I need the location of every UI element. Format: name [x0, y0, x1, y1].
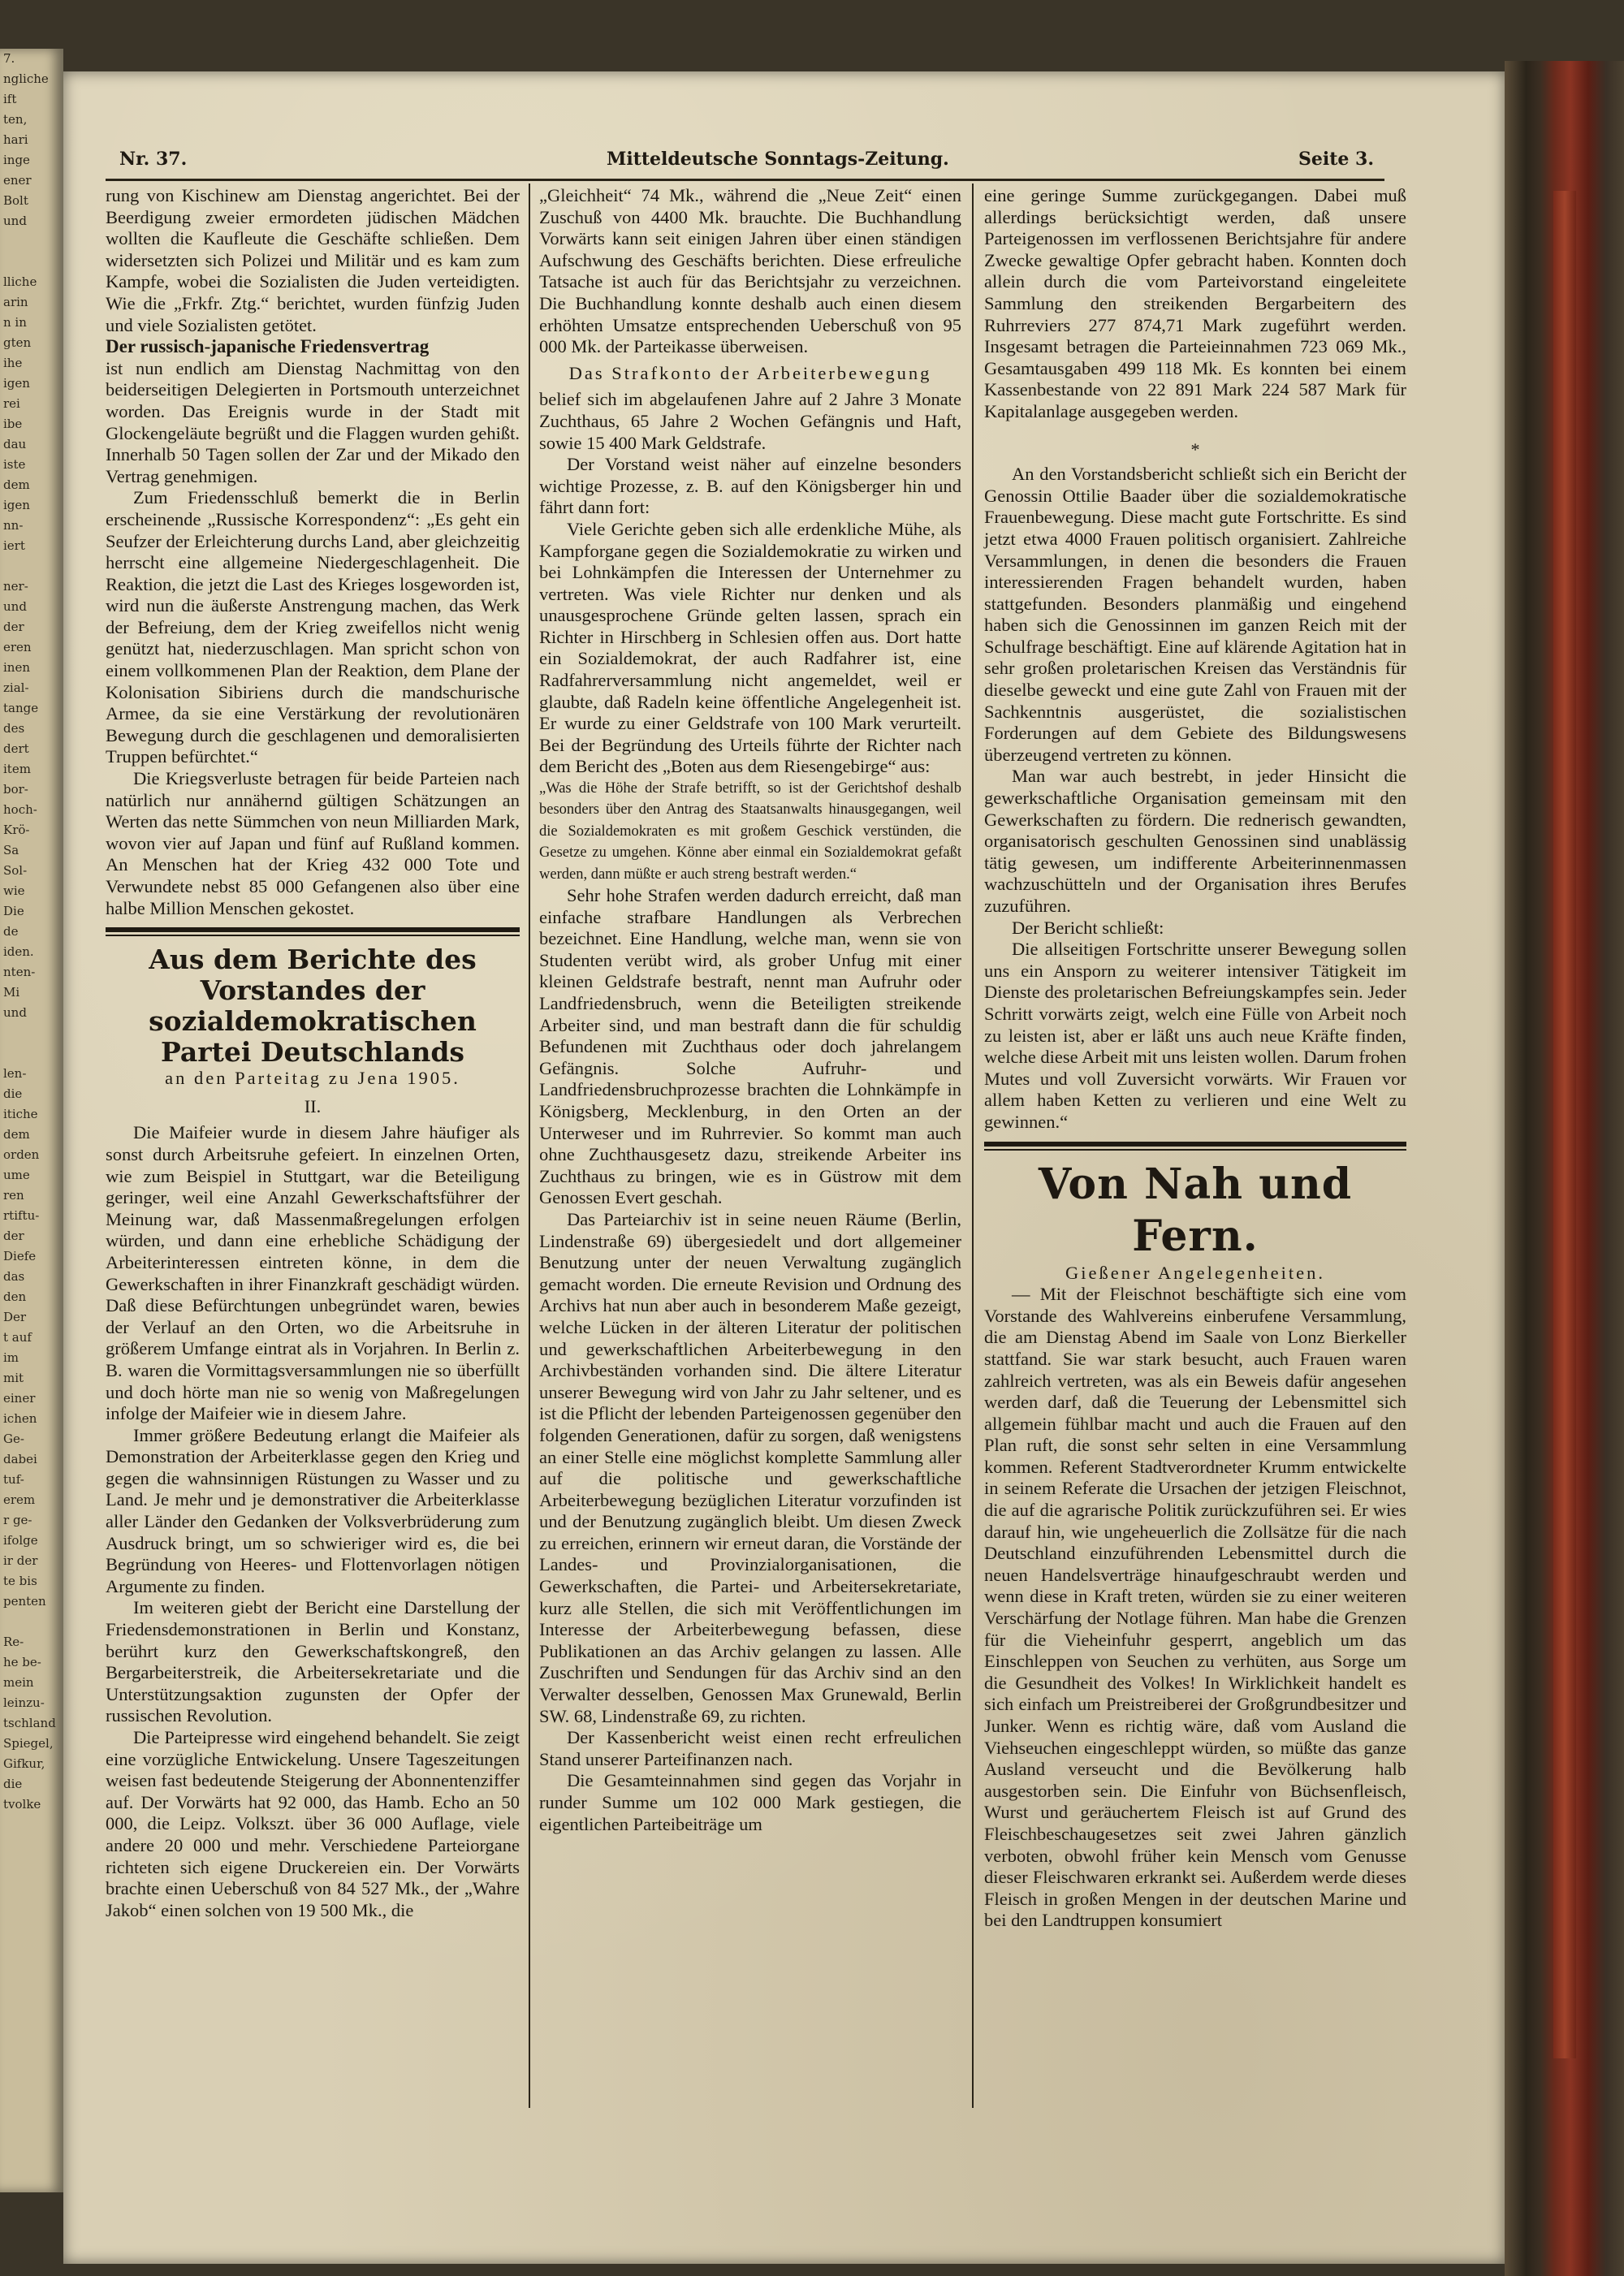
margin-fragment: ume [3, 1168, 30, 1182]
margin-fragment: he be- [3, 1655, 41, 1669]
margin-fragment [0, 556, 63, 577]
margin-fragment: te bis [3, 1574, 37, 1588]
margin-fragment: dem [3, 477, 30, 492]
margin-fragment: hari [3, 132, 28, 147]
separator-star: * [1190, 438, 1200, 460]
margin-fragment [0, 1612, 63, 1632]
margin-fragment: ift [3, 92, 17, 106]
article-text: Der Vorstand weist näher auf einzelne besonders wichtige Prozesse, z. B. auf den Königsberger hin und fährt dann fort: [539, 454, 961, 518]
margin-fragment: tuf- [3, 1472, 24, 1487]
margin-fragment: mein [3, 1675, 34, 1690]
article-text: Sehr hohe Strafen werden dadurch erreicht, daß man einfache strafbare Handlungen als Verbrechen bezeichnet. Eine Handlung, welche man, wenn sie von Studenten verübt wird, als grober Unfug mit einer kleinen Geldstrafe bestraft, nennt man Aufruhr oder Landfriedensbruch, wenn die Beteiligten streikende Arbeiter sind, und man bestraft dann die für schuldig Befundenen mit Zuchthaus oder doch jahrelangem Gefängnis. Solche Aufruhr- und Landfriedensbruchprozesse brachten die Lohnkämpfe in Königsberg, Mecklenburg, in den Orten an der Unterweser und im Ruhrrevier. So kommt man auch ohne Zuchthausgesetz dazu, streikende Arbeiter ins Zuchthaus zu bringen, wie es in Güstrow mit dem Genossen Evert geschah. [539, 885, 961, 1208]
margin-fragment: die [3, 1086, 23, 1101]
margin-fragment: Die [3, 904, 24, 918]
article-text: Der Kassenbericht weist einen recht erfreulichen Stand unserer Parteifinanzen nach. [539, 1727, 961, 1769]
article-text: rung von Kischinew am Dienstag angerichtet. Bei der Beerdigung zweier ermordeten jüdischen Mädchen wollten die Kaufleute die Geschäfte schließen. Dem widersetzten sich Polizei und Militär und es kam zum Kampfe, wobei die Sozialisten die Juden verteidigten. Wie die „Frkfr. Ztg.“ berichtet, wurden fünfzig Juden und viele Sozialisten getötet. [106, 185, 520, 335]
margin-fragment: und [3, 1005, 27, 1020]
issue-number: Nr. 37. [119, 149, 188, 170]
margin-fragment: ifolge [3, 1533, 38, 1548]
margin-fragment: gten [3, 335, 32, 350]
margin-fragment: und [3, 214, 27, 228]
margin-fragment: orden [3, 1147, 40, 1162]
margin-fragment: r ge- [3, 1513, 32, 1527]
article-text: — Mit der Fleischnot beschäftigte sich eine vom Vorstande des Wahlvereins einberufene Versammlung, die am Dienstag Abend im Saale von Lonz Bierkeller stattfand. Sie war stark besucht, auch Frauen waren zahlreich vertreten, was als ein Beweis dafür angesehen werden darf, daß die Teuerung der Lebensmittel sich allgemein fühlbar macht und auch die Frauen auf den Plan ruft, die sonst sehr selten in eine Versammlung kommen. Referent Stadtverordneter Krumm entwickelte in seinem Referate die Ursachen der jetzigen Fleischnot, die auf die agrarische Politik zurückzuführen sei. Er wies darauf hin, wie ungeheuerlich die Zollsätze für die nach Deutschland einzuführenden Lebensmittel durch die neuen Handelsverträge hinaufgeschraubt werden und wenn diese in Kraft treten, würden sie zu einer weiteren Verschärfung der Notlage führen. Man habe die Grenzen für die Vieheinfuhr gesperrt, angeblich um das Einschleppen von Seuchen zu verhüten, aus Sorge um die Gesundheit des Volkes! In Wirklichkeit handelt es sich einfach um Preistreiberei der Großgrundbesitzer und Junker. Wenn es richtig wäre, daß vom Ausland die Viehseuchen eingeschleppt würden, so müßte das ganze Ausland verseucht und die Bevölkerung halb ausgestorben sein. Die Einfuhr von Büchsenfleisch, Wurst und geräuchertem Fleisch ist auf Grund des Fleischbeschaugesetzes seit zwei Jahren gänzlich verboten, obwohl früher kein Mensch vom Genusse dieser Fleischwaren erkrankt sei. Außerdem werde dieses Fleisch in großen Mengen in der deutschen Marine und bei den Landtruppen konsumiert [984, 1284, 1406, 1931]
margin-fragment: arin [3, 295, 28, 309]
article-text: An den Vorstandsbericht schließt sich ein Bericht der Genossin Ottilie Baader über die sozialdemokratische Frauenbewegung. Diese macht gute Fortschritte. Es sind jetzt etwa 4000 Frauen politisch organisiert. Zahlreiche Versammlungen, in denen die besonders die Frauen interessierenden Fragen behandelt wurden, haben stattgefunden. Besonders planmäßig und eingehend haben sich die Genossinnen im ganzen Reich mit der Schulfrage beschäftigt. Eine auf klärende Agitation hat in sehr großen proletarischen Kreisen das Verständnis für dieselbe geweckt und eine gute Zahl von Frauen mit der Sachkenntnis ausgerüstet, die sozialistischen Forderungen auf dem Gebiete des Bildungswesens überzeugend vertreten zu können. [984, 464, 1406, 765]
margin-fragment: mit [3, 1371, 24, 1385]
section-rule [984, 1149, 1406, 1151]
article-text: Viele Gerichte geben sich alle erdenkliche Mühe, als Kampforgane gegen die Sozialdemokratie zu wirken und bei Lohnkämpfen die Interessen der Unternehmer zu vertreten. Was viele Richter nur denken und als unausgesprochene Gründe gelten lassen, sprach ein Richter in Hirschberg in Schlesien offen aus. Dort hatte ein Sozialdemokrat, der auch Radfahrer ist, eine Radfahrerversammlung nicht angemeldet, weil er glaubte, daß Radeln keine öffentliche Angelegenheit ist. Er wurde zu einer Geldstrafe von 100 Mark verurteilt. Bei der Begründung des Urteils führte der Richter nach dem Bericht des „Boten aus dem Riesengebirge“ aus: [539, 518, 961, 777]
margin-fragment: der [3, 1229, 24, 1243]
margin-fragment: n in [3, 315, 27, 330]
margin-fragment: rtiftu- [3, 1208, 40, 1223]
margin-fragment: tange [3, 701, 39, 715]
margin-fragment: Spiegel, [3, 1736, 54, 1751]
margin-fragment: Krö- [3, 823, 30, 837]
margin-fragment: ner- [3, 579, 28, 594]
margin-fragment: penten [3, 1594, 46, 1609]
margin-fragment: Diefe [3, 1249, 37, 1263]
margin-fragment: nten- [3, 965, 36, 979]
article-text: eine geringe Summe zurückgegangen. Dabei muß allerdings berücksichtigt werden, daß unsere Parteigenossen im verflossenen Berichtsjahre für andere Zwecke gewaltige Opfer gebracht haben. Konnten doch allein durch die vom Parteivorstand eingeleitete Sammlung den streikenden Bergarbeitern des Ruhrreviers 277 874,71 Mark zugeführt werden. Insgesamt betragen die Parteieinnahmen 723 069 Mk., Gesamtausgaben 499 118 Mk. Es konnten bei einem Kassenbestande von 22 891 Mark 224 587 Mark für Kapitalanlage ausgegeben werden. [984, 185, 1406, 421]
margin-fragment: Mi [3, 985, 20, 1000]
article-text: Der Bericht schließt: [1012, 917, 1164, 938]
section-heading: Aus dem Berichte des Vorstandes der sozialdemokratischen Partei Deutschlands [149, 944, 477, 1069]
margin-fragment: wie [3, 883, 25, 898]
margin-fragment: tvolke [3, 1797, 41, 1812]
article-text: ist nun endlich am Dienstag Nachmittag von den beiderseitigen Delegierten in Portsmouth unterzeichnet worden. Das Ereignis wurde in der Stadt mit Glockengeläute begrüßt und die Flaggen wurden gehißt. Innerhalb 50 Tagen sollen der Zar und der Mikado den Vertrag genehmigen. [106, 357, 520, 486]
margin-fragment: im [3, 1350, 19, 1365]
column-3 [984, 185, 1406, 1932]
section-rule [984, 1142, 1406, 1147]
margin-fragment: erem [3, 1492, 36, 1507]
book-spine [1505, 61, 1624, 2276]
margin-fragment: ener [3, 173, 32, 188]
margin-fragment: ngliche [3, 71, 49, 86]
margin-fragment: iert [3, 538, 25, 553]
margin-fragment [0, 231, 63, 252]
article-text: Zum Friedensschluß bemerkt die in Berlin erscheinende „Russische Korrespondenz“: „Es geht ein Seufzer der Erleichterung durchs Land, aber gleichzeitig herrscht eine allgemeine Niedergeschlagenheit. Die Reaktion, die jetzt die Last des Krieges losgeworden ist, wird nun die äußerste Anstrengung machen, das Werk der Befreiung, dem der Krieg zweifellos nicht wenig genützt hat, niederzuschlagen. Man spricht schon von einem vollkommenen Plan der Reaktion, dem Plane der Kolonisation Sibiriens durch die mandschurische Armee, da sie eine Verstärkung der revolutionären Bewegung durch die geschlagenen und demoralisierten Truppen befürchtet.“ [106, 487, 520, 767]
article-text: Die Gesamteinnahmen sind gegen das Vorjahr in runder Summe um 102 000 Mark gestiegen, die eigentlichen Parteibeiträge um [539, 1770, 961, 1834]
margin-fragment: Ge- [3, 1432, 24, 1446]
margin-fragment: Bolt [3, 193, 28, 208]
article-text: Immer größere Bedeutung erlangt die Maifeier als Demonstration der Arbeiterklasse gegen den Krieg und gegen die wahnsinnigen Rüstungen zu Wasser und zu Land. Je mehr und je demonstrativer die Arbeiterklasse aller Länder den Gedanken der Volksverbrüderung zum Ausdruck bringt, um so schwieriger wird es, die bei Begründung von Heeres- und Flottenvorlagen nötigen Argumente zu finden. [106, 1424, 520, 1596]
margin-fragment: eren [3, 640, 32, 654]
margin-fragment: den [3, 1289, 27, 1304]
margin-fragment: iden. [3, 944, 34, 959]
article-text: Im weiteren giebt der Bericht eine Darstellung der Friedensdemonstrationen in Berlin und Konstanz, berührt kurz den Gewerkschaftskongreß, den Bergarbeiterstreik, die Arbeitersekretariate und die Unterstützungsaktion zugunsten der Opfer der russischen Revolution. [106, 1597, 520, 1726]
column-1 [106, 185, 520, 1921]
margin-fragment: hoch- [3, 802, 37, 817]
margin-fragment: dert [3, 741, 29, 756]
article-text: Man war auch bestrebt, in jeder Hinsicht die gewerkschaftliche Organisation gemeinsam mit den Gewerkschaften zu fördern. Die rednerisch gewandten, organisatorisch geschulten Genossinen sind unablässig tätig gewesen, um indifferente Arbeiterinnenmassen wachzuschütteln und der Organisation ihres Berufes zuzuführen. [984, 766, 1406, 916]
margin-fragment: iste [3, 457, 26, 472]
margin-fragment: inge [3, 153, 30, 167]
margin-fragment: leinzu- [3, 1695, 45, 1710]
page-header [119, 149, 1374, 178]
margin-fragment: igen [3, 376, 30, 391]
article-text: Die Maifeier wurde in diesem Jahre häufiger als sonst durch Arbeitsruhe gefeiert. In einzelnen Orten, wie zum Beispiel in Stuttgart, war die Beteiligung geringer, weil eine Anzahl Gewerkschaftsführer der Meinung war, daß Massenmaßregelungen erfolgen würden, und dann eine erhebliche Schädigung der Arbeiterinteressen eintreten könne, in dem die Gewerkschaften in ihrer Finanzkraft geschädigt würden. Daß diese Befürchtungen unbegründet waren, bewies der Verlauf an den Orten, wo die Arbeitsruhe in größerem Umfange eintrat als in Vorjahren. In Berlin z. B. waren die Vormittagsversammlungen nie so überfüllt und doch hörte man nie so wenig von Maßregelungen infolge der Maifeier wie in diesem Jahre. [106, 1122, 520, 1424]
section-subheading: an den Parteitag zu Jena 1905. [165, 1068, 460, 1089]
article-text: Die Kriegsverluste betragen für beide Parteien nach natürlich nur annähernd gültigen Schätzungen an Werten das nette Sümmchen von neun Milliarden Mark, wovon vier auf Japan und fünf auf Rußland kommen. An Menschen hat der Krieg 432 000 Tote und Verwundete nebst 85 000 Gefangenen also über eine halbe Million Menschen gekostet. [106, 768, 520, 918]
margin-fragment [0, 252, 63, 272]
margin-fragment: Sol- [3, 863, 28, 878]
margin-fragment: Sa [3, 843, 19, 857]
article-text: Die allseitigen Fortschritte unserer Bewegung sollen uns ein Ansporn zu weiterer intensiver Tätigkeit im Dienste des proletarischen Befreiungskampfes sein. Jeder Schritt vorwärts zeigt, welch eine Fülle von Arbeit noch zu leisten ist, aber er läßt uns auch neue Kräfte finden, welche diese Arbeit mit uns leisten wollen. Darum frohen Mutes und voll Zuversicht vorwärts. Wir Frauen vor allem haben Ketten zu verlieren und eine Welt zu gewinnen.“ [984, 939, 1406, 1132]
margin-fragment: zial- [3, 680, 29, 695]
margin-fragment: nn- [3, 518, 24, 533]
header-rule [106, 179, 1384, 181]
article-text: belief sich im abgelaufenen Jahre auf 2 Jahre 3 Monate Zuchthaus, 65 Jahre 2 Wochen Gefängnis und Haft, sowie 15 400 Mark Geldstrafe. [539, 389, 961, 453]
newspaper-title: Mitteldeutsche Sonntags-Zeitung. [607, 149, 949, 170]
margin-fragment: ir der [3, 1553, 38, 1568]
margin-fragment: ihe [3, 356, 23, 370]
article-text: „Gleichheit“ 74 Mk., während die „Neue Zeit“ einen Zuschuß von 4400 Mk. brauchte. Die Buchhandlung Vorwärts kann seit einigen Jahren über einen ständigen Aufschwung des Geschäfts berichten. Diese erfreuliche Tatsache ist auch für das Berichtsjahr zu verzeichnen. Die Buchhandlung konnte deshalb auch einen diesem erhöhten Umsatze entsprechenden Ueberschuß von 95 000 Mk. der Parteikasse überweisen. [539, 185, 961, 357]
section-subheading: Gießener Angelegenheiten. [1065, 1262, 1325, 1283]
margin-fragment: 7. [3, 51, 15, 66]
column-divider [529, 184, 530, 2108]
section-rule [106, 927, 520, 932]
section-number: II. [304, 1095, 322, 1116]
page-number: Seite 3. [1298, 149, 1374, 170]
margin-fragment [0, 1043, 63, 1064]
article-heading: Das Strafkonto der Arbeiterbewegung [568, 362, 932, 383]
margin-fragment: item [3, 762, 31, 776]
margin-fragment: Der [3, 1310, 27, 1324]
margin-fragment: Gifkur, [3, 1756, 45, 1771]
margin-fragment: ten, [3, 112, 28, 127]
quotation: „Was die Höhe der Strafe betrifft, so ist der Gerichtshof deshalb besonders über den Antrag des Staatsanwalts hinausgegangen, weil die Sozialdemokraten es mit großem Geschick verstünden, die Gesetze zu umgehen. Könne aber einmal ein Sozialdemokrat gefaßt werden, dann müßte er auch streng bestraft werden.“ [539, 780, 961, 883]
margin-fragment: der [3, 620, 24, 634]
column-divider [972, 184, 974, 2108]
margin-fragment: bor- [3, 782, 28, 797]
margin-fragment [0, 1023, 63, 1043]
margin-fragment: ren [3, 1188, 24, 1203]
article-text: Die Parteipresse wird eingehend behandelt. Sie zeigt eine vorzügliche Entwickelung. Unsere Tageszeitungen weisen fast bedeutende Steigerung der Abonnentenziffer auf. Der Vorwärts hat 92 000, das Hamb. Echo an 50 000, die Leipz. Volkszt. über 36 000 Auflage, viele andere 20 000 und mehr. Verschiedene Parteiorgane richteten sich eigene Druckereien ein. Der Vorwärts brachte einen Ueberschuß von 84 527 Mk., der „Wahre Jakob“ einen solchen von 19 500 Mk., die [106, 1727, 520, 1920]
section-rule [106, 935, 520, 936]
margin-fragment: dem [3, 1127, 30, 1142]
margin-fragment: lliche [3, 274, 37, 289]
margin-fragment: ichen [3, 1411, 37, 1426]
margin-fragment: tschland [3, 1716, 56, 1730]
margin-fragment: t auf [3, 1330, 32, 1345]
adjacent-page-margin [0, 49, 63, 2192]
margin-fragment: das [3, 1269, 25, 1284]
margin-fragment: dau [3, 437, 27, 451]
margin-fragment: ibe [3, 417, 23, 431]
margin-fragment: die [3, 1777, 23, 1791]
margin-fragment: des [3, 721, 25, 736]
margin-fragment: itiche [3, 1107, 38, 1121]
margin-fragment: Re- [3, 1635, 24, 1649]
margin-fragment: inen [3, 660, 30, 675]
margin-fragment: dabei [3, 1452, 37, 1466]
article-text: Das Parteiarchiv ist in seine neuen Räume (Berlin, Lindenstraße 69) übergesiedelt und dort allgemeiner Benutzung unter der neuen Verwaltung zugänglich gemacht worden. Die erneute Revision und Ordnung des Archivs hat nun aber auch in besonderem Maße gezeigt, welche Lücken in der älteren Literatur der politischen und gewerkschaftlichen Arbeiterbewegung in den Archivbeständen vorhanden sind. Die ältere Literatur unserer Bewegung wird von Jahr zu Jahr seltener, und es ist die Pflicht der lebenden Parteigenossen gegenüber den folgenden Generationen, dafür zu sorgen, daß wenigstens an einer Stelle eine möglichst komplette Sammlung aller auf die politische und gewerkschaftliche Arbeiterbewegung bezüglichen Literatur vorzufinden ist und der Benutzung zugänglich bleibt. Um diesen Zweck zu erreichen, erinnern wir erneut daran, die Vorstände der Landes- und Provinzialorganisationen, die Gewerkschaften, die Partei- und Arbeitersekretariate, kurz alle Stellen, die sich mit Veröffentlichungen im Interesse der Arbeiterbewegung befassen, diese Publikationen an das Archiv gelangen zu lassen. Alle Zuschriften und Sendungen für das Archiv sind an den Verwalter desselben, Genossen Max Grunewald, Berlin SW. 68, Lindenstraße 69, zu richten. [539, 1208, 961, 1726]
margin-fragment: und [3, 599, 27, 614]
column-2 [539, 185, 961, 1835]
margin-fragment: de [3, 924, 19, 939]
article-heading: Der russisch-japanische Friedensvertrag [106, 336, 430, 357]
margin-fragment: einer [3, 1391, 36, 1406]
section-heading: Von Nah und Fern. [1038, 1159, 1353, 1261]
margin-fragment: rei [3, 396, 20, 411]
margin-fragment: len- [3, 1066, 27, 1081]
margin-fragment: igen [3, 498, 30, 512]
